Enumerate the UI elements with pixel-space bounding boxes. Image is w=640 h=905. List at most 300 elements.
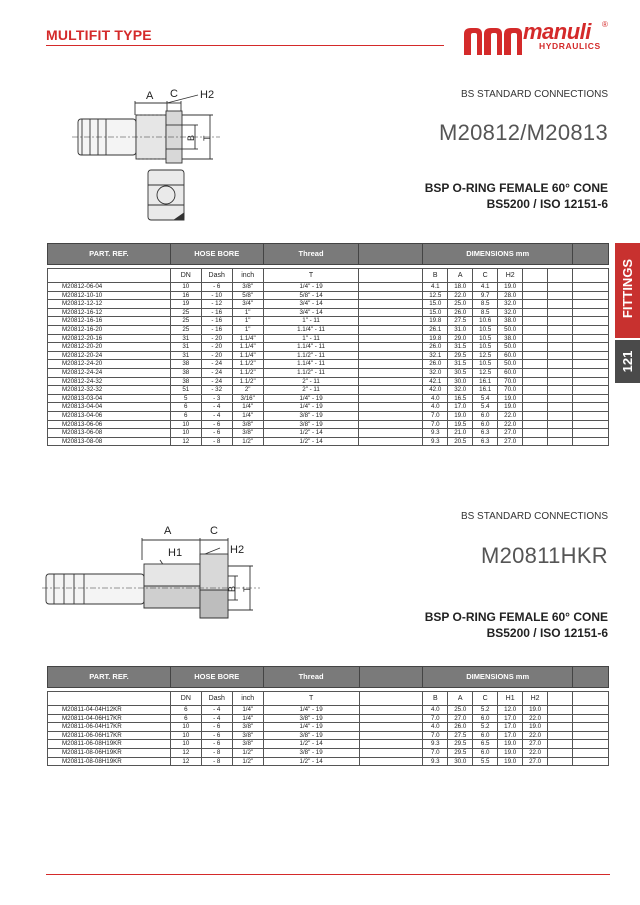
table-row — [48, 317, 609, 326]
table-cell: 6.3 — [473, 437, 498, 446]
table-cell: 3/8" — [232, 283, 263, 292]
empty-cell — [573, 343, 609, 352]
table-cell: 16.5 — [448, 394, 473, 403]
empty-cell — [573, 420, 609, 429]
section-tab-fittings — [615, 243, 640, 338]
table-cell: 3/4" - 14 — [263, 308, 359, 317]
empty-cell — [359, 334, 423, 343]
empty-cell — [359, 360, 423, 369]
empty-cell — [573, 437, 609, 446]
table-cell: 12.5 — [423, 291, 448, 300]
table-cell: 15.0 — [423, 308, 448, 317]
part-ref-cell: M20813-06-06 — [48, 420, 171, 429]
empty-cell — [359, 731, 423, 740]
empty-cell — [548, 360, 573, 369]
table-cell: 25.0 — [448, 706, 473, 715]
table-cell: 8.5 — [473, 300, 498, 309]
col-b: B — [423, 269, 448, 283]
col-inch: inch — [232, 692, 263, 706]
table-cell: 5/8" - 14 — [263, 291, 359, 300]
table-cell: 25 — [170, 325, 201, 334]
table-cell: 1/4" - 19 — [263, 706, 359, 715]
table-cell: 1.1/4" — [232, 343, 263, 352]
dim-label-c: C — [210, 525, 218, 537]
table-cell: 10.5 — [473, 360, 498, 369]
table-cell: 22.0 — [523, 748, 548, 757]
table-cell: 1.1/4" - 11 — [263, 325, 359, 334]
col-t: T — [263, 269, 359, 283]
empty-cell — [523, 394, 548, 403]
table-cell: 5.2 — [473, 706, 498, 715]
col-group-dimensions: DIMENSIONS mm — [423, 244, 573, 265]
part-ref-cell: M20812-24-24 — [48, 368, 171, 377]
table-cell: 1.1/4" — [232, 351, 263, 360]
table-cell: - 12 — [201, 300, 232, 309]
table-cell: 6 — [170, 403, 201, 412]
table-cell: 25.0 — [448, 300, 473, 309]
table-cell: 10 — [170, 283, 201, 292]
table-cell: - 3 — [201, 394, 232, 403]
table-cell: - 8 — [201, 757, 232, 766]
table-cell: 19.0 — [498, 283, 523, 292]
part-ref-cell: M20812-16-12 — [48, 308, 171, 317]
table-row — [48, 731, 609, 740]
table-cell: 3/8" - 19 — [263, 748, 359, 757]
table-cell: 7.0 — [423, 748, 448, 757]
table-row — [48, 714, 609, 723]
table-cell: - 4 — [201, 411, 232, 420]
section2-model-number: M20811HKR — [480, 543, 608, 568]
table-cell: 9.3 — [423, 437, 448, 446]
empty-cell — [359, 740, 423, 749]
table-cell: 2" - 11 — [263, 377, 359, 386]
dim-label-h2: H2 — [200, 89, 215, 101]
table-row — [48, 429, 609, 438]
table-cell: - 10 — [201, 291, 232, 300]
section1-connection-type: BS STANDARD CONNECTIONS — [460, 89, 608, 100]
table-row — [48, 325, 609, 334]
empty-cell — [359, 757, 423, 766]
table-row — [48, 386, 609, 395]
empty-cell — [359, 748, 423, 757]
table-cell: 31.0 — [448, 325, 473, 334]
table-cell: 60.0 — [498, 351, 523, 360]
brand-name: manuli — [523, 19, 591, 44]
table-cell: 3/8" — [232, 420, 263, 429]
empty-cell — [359, 343, 423, 352]
part-ref-cell: M20812-32-32 — [48, 386, 171, 395]
table-cell: 32.0 — [448, 386, 473, 395]
section1-description-line1: BSP O-RING FEMALE 60° CONE — [424, 181, 608, 195]
table-cell: 12 — [170, 757, 201, 766]
table-cell: 9.3 — [423, 757, 448, 766]
table-cell: 17.0 — [498, 723, 523, 732]
table-cell: 16.1 — [473, 386, 498, 395]
dim-label-t: T — [242, 586, 252, 592]
table-row — [48, 377, 609, 386]
empty-cell — [359, 283, 423, 292]
empty-cell — [573, 317, 609, 326]
table-cell: - 20 — [201, 351, 232, 360]
table-cell: 1/2" - 14 — [263, 437, 359, 446]
table-cell: - 24 — [201, 377, 232, 386]
col-group-part-ref: PART. REF. — [48, 244, 171, 265]
col-group-thread: Thread — [263, 667, 359, 688]
table-cell: - 8 — [201, 748, 232, 757]
table-cell: 31 — [170, 343, 201, 352]
table-cell: 27.0 — [498, 437, 523, 446]
table-cell: 27.5 — [448, 317, 473, 326]
table-cell: 70.0 — [498, 386, 523, 395]
table-row — [48, 291, 609, 300]
table-cell: 3/8" — [232, 723, 263, 732]
col-dn: DN — [170, 692, 201, 706]
part-ref-cell: M20811-08-06H19KR — [48, 748, 171, 757]
part-ref-cell: M20811-06-04H17KR — [48, 723, 171, 732]
empty-cell — [359, 308, 423, 317]
table-cell: 9.3 — [423, 429, 448, 438]
part-ref-cell: M20812-24-32 — [48, 377, 171, 386]
table-cell: 1.1/2" — [232, 377, 263, 386]
table-cell: - 4 — [201, 403, 232, 412]
table-cell: 19 — [170, 300, 201, 309]
table-cell: 3/4" - 14 — [263, 300, 359, 309]
part-ref-cell: M20811-04-04H12KR — [48, 706, 171, 715]
table-group-header — [48, 244, 609, 265]
table-cell: 1" — [232, 308, 263, 317]
table-cell: 31 — [170, 334, 201, 343]
table-cell: 1/4" — [232, 411, 263, 420]
table-cell: - 16 — [201, 325, 232, 334]
table-cell: - 24 — [201, 368, 232, 377]
table-cell: 4.0 — [423, 403, 448, 412]
empty-cell — [523, 360, 548, 369]
page-number: 121 — [620, 350, 635, 373]
table-cell: 19.8 — [423, 334, 448, 343]
col-b: B — [423, 692, 448, 706]
dim-label-b: B — [186, 134, 196, 141]
table-row — [48, 411, 609, 420]
table-cell: 17.0 — [498, 731, 523, 740]
table-cell: 5/8" — [232, 291, 263, 300]
table-cell: - 6 — [201, 283, 232, 292]
empty-cell — [548, 325, 573, 334]
empty-cell — [523, 368, 548, 377]
table-cell: 20.5 — [448, 437, 473, 446]
empty-cell — [359, 368, 423, 377]
empty-cell — [523, 429, 548, 438]
table-cell: 7.0 — [423, 411, 448, 420]
table-row — [48, 368, 609, 377]
table-cell: 19.8 — [423, 317, 448, 326]
empty-cell — [359, 437, 423, 446]
table-row — [48, 723, 609, 732]
dim-label-h2: H2 — [230, 544, 245, 556]
table-cell: 1/4" — [232, 714, 263, 723]
table-cell: 6.0 — [473, 748, 498, 757]
empty-cell — [548, 317, 573, 326]
table-cell: 26.0 — [423, 343, 448, 352]
table-cell: 1/4" — [232, 706, 263, 715]
table-cell: 1.1/4" — [232, 334, 263, 343]
empty-cell — [548, 437, 573, 446]
empty-cell — [573, 411, 609, 420]
part-ref-cell: M20813-06-08 — [48, 429, 171, 438]
col-a: A — [448, 269, 473, 283]
table-cell: 17.0 — [498, 714, 523, 723]
part-ref-cell: M20812-20-20 — [48, 343, 171, 352]
table-cell: 10 — [170, 420, 201, 429]
table-cell: 50.0 — [498, 360, 523, 369]
empty-cell — [523, 300, 548, 309]
table-row — [48, 757, 609, 766]
table-cell: 26.1 — [423, 325, 448, 334]
part-ref-cell: M20811-04-06H17KR — [48, 714, 171, 723]
table-cell: 7.0 — [423, 714, 448, 723]
table-cell: 9.3 — [423, 740, 448, 749]
table-cell: 50.0 — [498, 325, 523, 334]
table-cell: 5 — [170, 394, 201, 403]
empty-cell — [359, 394, 423, 403]
table-cell: 50.0 — [498, 343, 523, 352]
table-cell: 3/8" — [232, 429, 263, 438]
table-cell: - 4 — [201, 714, 232, 723]
empty-cell — [548, 429, 573, 438]
table-cell: 42.0 — [423, 386, 448, 395]
table-cell: 1/2" - 14 — [263, 740, 359, 749]
section2-description-line2: BS5200 / ISO 12151-6 — [486, 626, 608, 640]
table-cell: 1.1/4" - 11 — [263, 343, 359, 352]
table-cell: 10 — [170, 429, 201, 438]
table-cell: 3/8" - 19 — [263, 411, 359, 420]
table-cell: 26.0 — [448, 308, 473, 317]
col-a: A — [448, 692, 473, 706]
empty-cell — [523, 325, 548, 334]
table-cell: 29.5 — [448, 351, 473, 360]
table-cell: - 8 — [201, 437, 232, 446]
empty-cell — [548, 706, 573, 715]
col-dash: Dash — [201, 269, 232, 283]
empty-cell — [548, 386, 573, 395]
empty-cell — [548, 394, 573, 403]
table-cell: 29.0 — [448, 334, 473, 343]
table-cell: 5.4 — [473, 403, 498, 412]
part-ref-cell: M20812-20-24 — [48, 351, 171, 360]
table-cell: 1" — [232, 317, 263, 326]
table-cell: 1.1/2" - 11 — [263, 351, 359, 360]
dim-label-c: C — [170, 88, 178, 100]
table-cell: 32.1 — [423, 351, 448, 360]
empty-cell — [523, 420, 548, 429]
empty-cell — [523, 291, 548, 300]
table-cell: 10.5 — [473, 343, 498, 352]
empty-cell — [573, 748, 609, 757]
table-cell: 6.0 — [473, 420, 498, 429]
table-cell: 27.5 — [448, 731, 473, 740]
table-cell: 5.2 — [473, 723, 498, 732]
table-cell: 3/8" — [232, 740, 263, 749]
table-cell: - 24 — [201, 360, 232, 369]
part-ref-cell: M20811-06-06H17KR — [48, 731, 171, 740]
empty-cell — [573, 757, 609, 766]
empty-cell — [359, 403, 423, 412]
empty-cell — [573, 308, 609, 317]
table-cell: 1/2" - 14 — [263, 757, 359, 766]
empty-cell — [573, 723, 609, 732]
table-cell: 1/2" — [232, 748, 263, 757]
table-cell: 12.0 — [498, 706, 523, 715]
table-cell: 3/8" - 19 — [263, 420, 359, 429]
part-ref-cell: M20813-04-04 — [48, 403, 171, 412]
empty-cell — [573, 731, 609, 740]
table-cell: 12 — [170, 748, 201, 757]
table-cell: 31.5 — [448, 343, 473, 352]
table-cell: 19.5 — [448, 420, 473, 429]
table-cell: 4.0 — [423, 723, 448, 732]
table-cell: - 32 — [201, 386, 232, 395]
table-cell: 1/4" - 19 — [263, 394, 359, 403]
table-row — [48, 334, 609, 343]
table-cell: 19.0 — [523, 723, 548, 732]
table-cell: 22.0 — [523, 714, 548, 723]
table-cell: 27.0 — [523, 757, 548, 766]
empty-cell — [523, 351, 548, 360]
part-ref-cell: M20813-03-04 — [48, 394, 171, 403]
table-column-header — [48, 269, 609, 283]
table-cell: 19.0 — [523, 706, 548, 715]
table-cell: 27.0 — [498, 429, 523, 438]
table-cell: - 6 — [201, 731, 232, 740]
table-cell: 7.0 — [423, 731, 448, 740]
table-cell: 6 — [170, 714, 201, 723]
table-cell: 10.5 — [473, 325, 498, 334]
empty-cell — [548, 368, 573, 377]
section2-description-line1: BSP O-RING FEMALE 60° CONE — [424, 610, 608, 624]
table-cell: 19.0 — [498, 403, 523, 412]
table-cell: 1" — [232, 325, 263, 334]
empty-cell — [359, 351, 423, 360]
table-cell: 30.0 — [448, 377, 473, 386]
part-ref-cell: M20813-04-06 — [48, 411, 171, 420]
col-h1: H1 — [498, 692, 523, 706]
empty-cell — [573, 394, 609, 403]
empty-cell — [523, 308, 548, 317]
empty-cell — [359, 386, 423, 395]
table-cell: 15.0 — [423, 300, 448, 309]
table-cell: 38.0 — [498, 334, 523, 343]
table-cell: 17.0 — [448, 403, 473, 412]
table-cell: 3/8" - 19 — [263, 714, 359, 723]
table-cell: 10.5 — [473, 334, 498, 343]
empty-cell — [359, 429, 423, 438]
table-cell: 19.0 — [498, 394, 523, 403]
empty-cell — [573, 403, 609, 412]
table-cell: 25 — [170, 308, 201, 317]
table-cell: 6 — [170, 706, 201, 715]
table-cell: 1.1/2" — [232, 368, 263, 377]
empty-cell — [548, 714, 573, 723]
table-cell: 1" - 11 — [263, 317, 359, 326]
section1-model-number: M20812/M20813 — [438, 120, 608, 145]
table-cell: 1/4" — [232, 403, 263, 412]
table-cell: 10 — [170, 740, 201, 749]
col-h2: H2 — [523, 692, 548, 706]
empty-cell — [573, 377, 609, 386]
table-row — [48, 394, 609, 403]
table-cell: 27.0 — [523, 740, 548, 749]
part-ref-cell: M20812-12-12 — [48, 300, 171, 309]
table-row — [48, 360, 609, 369]
table-cell: 9.7 — [473, 291, 498, 300]
registered-mark: ® — [602, 20, 608, 29]
table-cell: 22.0 — [498, 420, 523, 429]
table-cell: 1/4" - 19 — [263, 723, 359, 732]
table-cell: 19.0 — [498, 748, 523, 757]
table-cell: 1" - 11 — [263, 334, 359, 343]
empty-cell — [548, 334, 573, 343]
table-cell: 19.0 — [498, 757, 523, 766]
table-cell: 32.0 — [498, 308, 523, 317]
section1-spec-table — [47, 243, 609, 446]
table-cell: 3/16" — [232, 394, 263, 403]
table-cell: 21.0 — [448, 429, 473, 438]
empty-cell — [359, 714, 423, 723]
empty-cell — [523, 377, 548, 386]
table-cell: 18.0 — [448, 283, 473, 292]
col-group-part-ref: PART. REF. — [48, 667, 171, 688]
table-cell: 6 — [170, 411, 201, 420]
empty-cell — [573, 706, 609, 715]
table-row — [48, 403, 609, 412]
empty-cell — [573, 334, 609, 343]
table-cell: 29.5 — [448, 740, 473, 749]
col-group-hose-bore: HOSE BORE — [170, 667, 263, 688]
table-cell: 7.0 — [423, 420, 448, 429]
part-ref-cell: M20811-08-08H19KR — [48, 757, 171, 766]
table-cell: 38 — [170, 368, 201, 377]
empty-cell — [548, 403, 573, 412]
m20812-fitting-drawing — [70, 85, 230, 235]
part-ref-cell: M20811-06-08H19KR — [48, 740, 171, 749]
empty-cell — [573, 291, 609, 300]
table-row — [48, 748, 609, 757]
empty-cell — [548, 343, 573, 352]
section2-table-body — [48, 706, 609, 766]
dim-label-t: T — [202, 135, 212, 141]
table-cell: 25 — [170, 317, 201, 326]
empty-cell — [359, 706, 423, 715]
table-cell: 3/8" - 19 — [263, 731, 359, 740]
table-cell: 28.0 — [498, 291, 523, 300]
table-cell: 38 — [170, 377, 201, 386]
part-ref-cell: M20812-20-16 — [48, 334, 171, 343]
table-cell: - 20 — [201, 334, 232, 343]
table-cell: 4.1 — [423, 283, 448, 292]
table-cell: 31 — [170, 351, 201, 360]
table-cell: 1/2" — [232, 437, 263, 446]
table-cell: - 6 — [201, 740, 232, 749]
dim-label-a: A — [146, 90, 154, 102]
empty-cell — [359, 291, 423, 300]
table-cell: 1/2" — [232, 757, 263, 766]
section2-spec-table — [47, 666, 609, 766]
table-cell: 5.4 — [473, 394, 498, 403]
empty-cell — [359, 411, 423, 420]
table-cell: 4.1 — [473, 283, 498, 292]
table-cell: 6.0 — [473, 714, 498, 723]
part-ref-cell: M20813-08-08 — [48, 437, 171, 446]
empty-cell — [548, 757, 573, 766]
